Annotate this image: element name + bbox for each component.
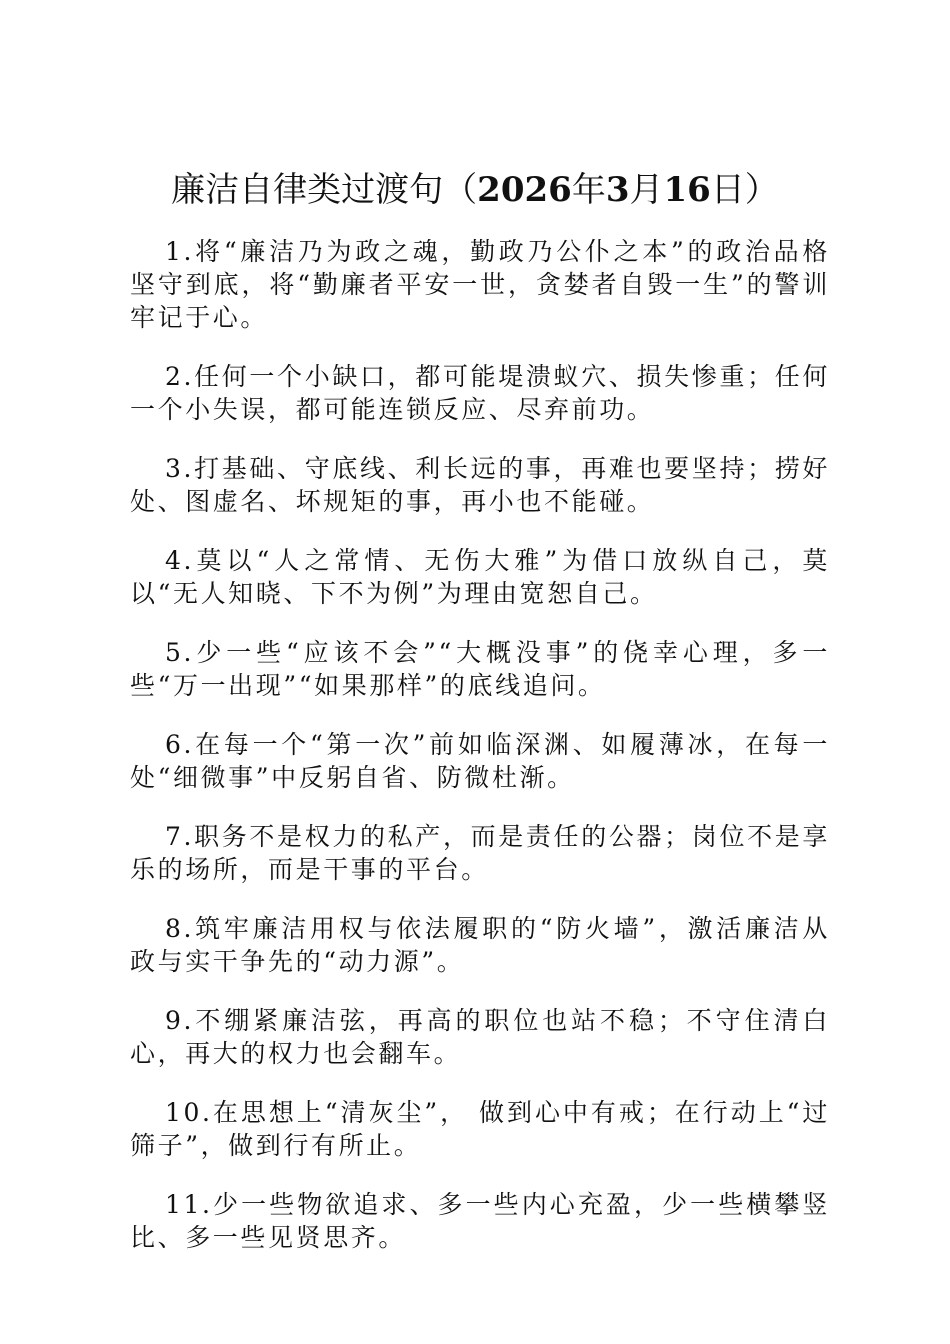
sentence-item: 5.少一些“应该不会”“大概没事”的侥幸心理，多一些“万一出现”“如果那样”的底线追问。	[130, 638, 830, 700]
title-month: 3	[605, 170, 630, 210]
sentence-item: 3.打基础、守底线、利长远的事，再难也要坚持；捞好处、图虚名、坏规矩的事，再小也不能碰。	[130, 454, 830, 516]
title-month-unit: 月	[629, 170, 664, 210]
document-title	[0, 168, 950, 212]
sentence-item: 9.不绷紧廉洁弦，再高的职位也站不稳；不守住清白心，再大的权力也会翻车。	[130, 1006, 830, 1068]
sentence-item: 10.在思想上“清灰尘”， 做到心中有戒；在行动上“过筛子”，做到行有所止。	[130, 1098, 830, 1160]
sentence-item: 7.职务不是权力的私产，而是责任的公器；岗位不是享乐的场所，而是干事的平台。	[130, 822, 830, 884]
sentence-item: 1.将“廉洁乃为政之魂，勤政乃公仆之本”的政治品格坚守到底，将“勤廉者平安一世，贪婪者自毁一生”的警训牢记于心。	[130, 237, 830, 332]
sentence-item: 8.筑牢廉洁用权与依法履职的“防火墙”，激活廉洁从政与实干争先的“动力源”。	[130, 914, 830, 976]
title-year: 2026	[477, 170, 572, 210]
title-year-unit: 年	[571, 170, 606, 210]
title-day: 16	[663, 170, 711, 210]
sentence-list	[130, 235, 830, 1280]
sentence-item: 6.在每一个“第一次”前如临深渊、如履薄冰，在每一处“细微事”中反躬自省、防微杜渐。	[130, 730, 830, 792]
title-prefix: 廉洁自律类过渡句（	[171, 170, 478, 210]
sentence-item: 2.任何一个小缺口，都可能堤溃蚁穴、损失惨重；任何一个小失误，都可能连锁反应、尽弃前功。	[130, 362, 830, 424]
title-suffix: 日）	[710, 170, 779, 210]
sentence-item: 11.少一些物欲追求、多一些内心充盈，少一些横攀竖比、多一些见贤思齐。	[130, 1190, 830, 1252]
sentence-item: 4.莫以“人之常情、无伤大雅”为借口放纵自己，莫以“无人知晓、下不为例”为理由宽恕自己。	[130, 546, 830, 608]
